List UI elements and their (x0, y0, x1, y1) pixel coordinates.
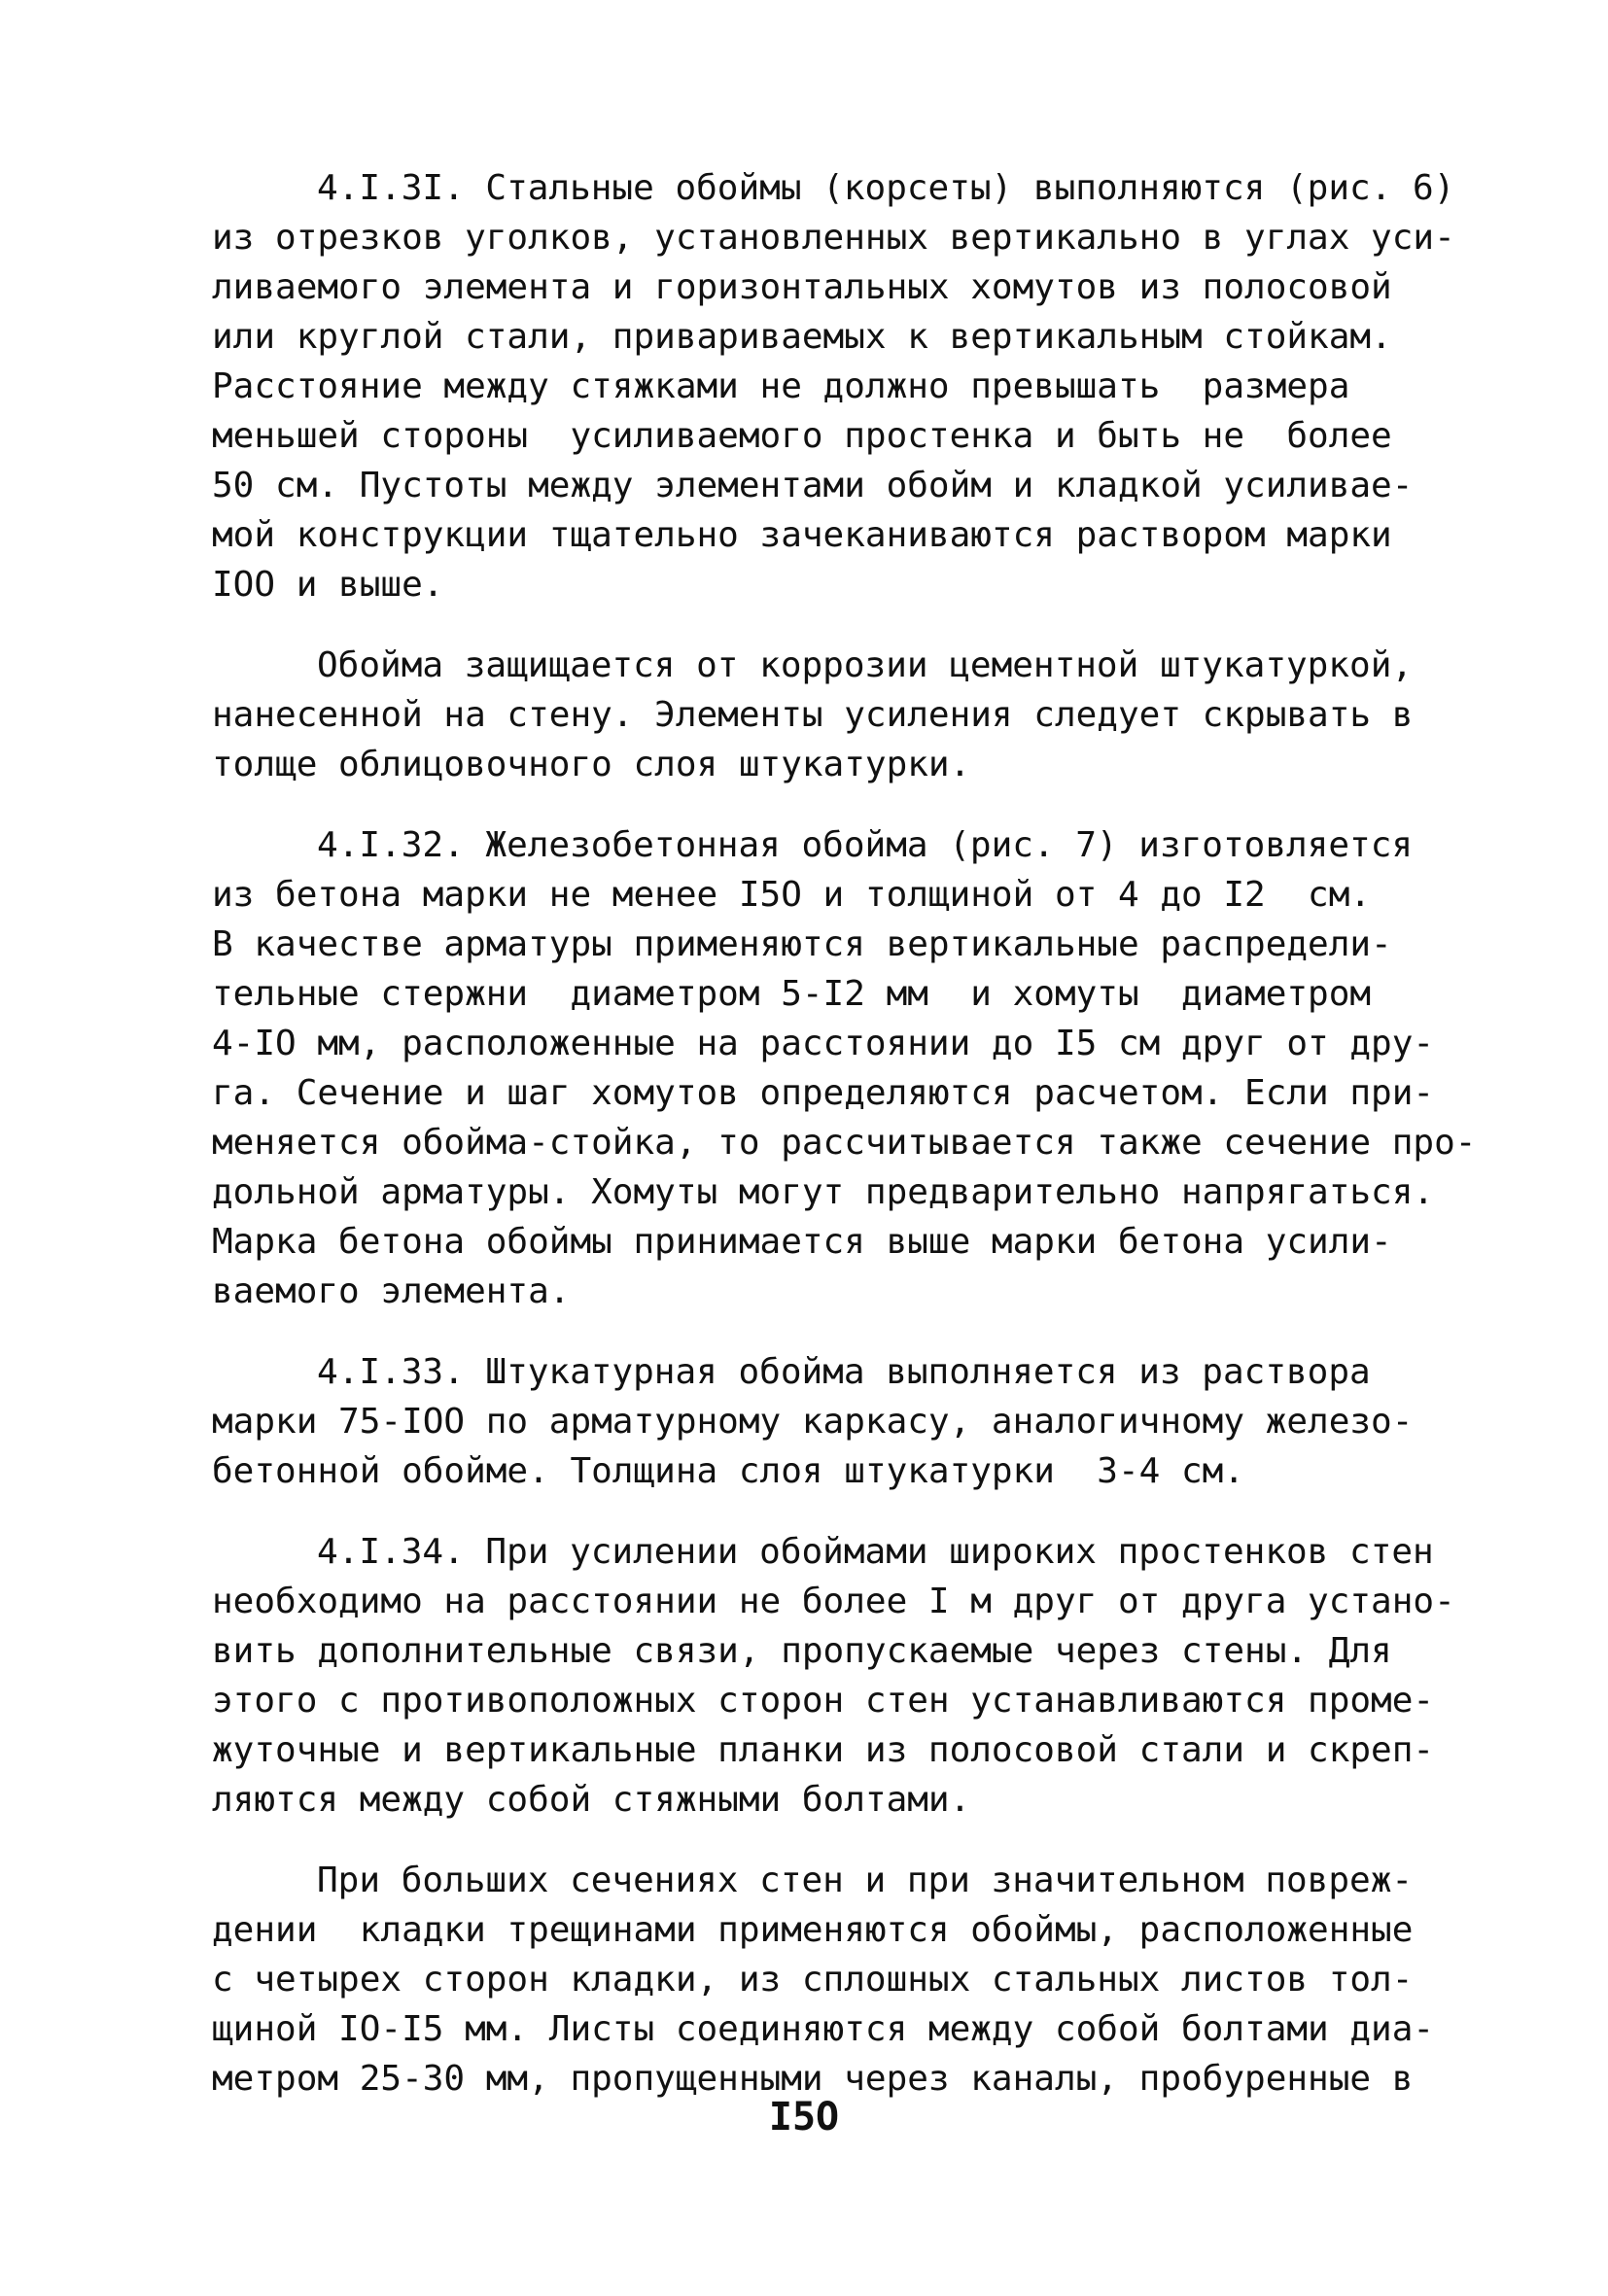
text-line: толще облицовочного слоя штукатурки. (212, 745, 971, 784)
text-line: При больших сечениях стен и при значительном повреж- (317, 1861, 1414, 1900)
text-line: меняется обойма-стойка, то рассчитывается также сечение про- (212, 1123, 1477, 1163)
text-line: 4.I.3I. Стальные обоймы (корсеты) выполняются (рис. 6) (317, 168, 1455, 208)
text-line: метром 25-30 мм, пропущенными через каналы, пробуренные в (212, 2059, 1414, 2099)
text-line: IOO и выше. (212, 565, 444, 605)
text-line: щиной IO-I5 мм. Листы соединяются между собой болтами диа- (212, 2009, 1435, 2049)
text-line: дольной арматуры. Хомуты могут предварительно напрягаться. (212, 1172, 1435, 1212)
text-line: 4-IO мм, расположенные на расстоянии до I5 см друг от дру- (212, 1024, 1435, 1063)
paragraph-4-1-33 (212, 1347, 1437, 1496)
paragraph-4-1-34 (212, 1527, 1455, 1825)
text-line: марки 75-IOO по арматурному каркасу, аналогичному железо- (212, 1402, 1414, 1442)
text-line: ваемого элемента. (212, 1271, 571, 1311)
paragraph-4-1-31 (212, 163, 1455, 609)
paragraph-corrosion (212, 641, 1437, 789)
text-line: ливаемого элемента и горизонтальных хомутов из полосовой (212, 267, 1392, 307)
text-line: из бетона марки не менее I5O и толщиной от 4 до I2 см. (212, 875, 1372, 915)
text-line: меньшей стороны усиливаемого простенка и быть не более (212, 416, 1392, 456)
text-line: этого с противоположных сторон стен устанавливаются проме- (212, 1681, 1435, 1721)
text-line: или круглой стали, привариваемых к вертикальным стойкам. (212, 317, 1392, 357)
text-line: нанесенной на стену. Элементы усиления следует скрывать в (212, 695, 1414, 735)
text-line: ляются между собой стяжными болтами. (212, 1780, 971, 1820)
paragraph-4-1-32 (212, 820, 1477, 1316)
text-line: вить дополнительные связи, пропускаемые через стены. Для (212, 1631, 1392, 1671)
body-text (212, 163, 1477, 2135)
text-line: бетонной обойме. Толщина слоя штукатурки 3-4 см. (212, 1451, 1245, 1491)
text-line: Расстояние между стяжками не должно превышать размера (212, 366, 1350, 406)
paragraph-large-sections (212, 1856, 1437, 2104)
text-line: жуточные и вертикальные планки из полосовой стали и скреп- (212, 1730, 1435, 1770)
text-line: тельные стержни диаметром 5-I2 мм и хомуты диаметром (212, 974, 1372, 1014)
text-line: 4.I.32. Железобетонная обойма (рис. 7) изготовляется (317, 825, 1414, 865)
text-line: Обойма защищается от коррозии цементной штукатуркой, (317, 645, 1414, 685)
text-line: В качестве арматуры применяются вертикальные распредели- (212, 924, 1392, 964)
text-line: необходимо на расстоянии не более I м друг от друга устано- (212, 1582, 1455, 1621)
text-line: с четырех сторон кладки, из сплошных стальных листов тол- (212, 1960, 1414, 2000)
text-line: 50 см. Пустоты между элементами обойм и кладкой усиливае- (212, 466, 1414, 505)
text-line: мой конструкции тщательно зачеканиваются раствором марки (212, 515, 1392, 555)
text-line: дении кладки трещинами применяются обоймы, расположенные (212, 1910, 1414, 1950)
page-number: I5O (768, 2095, 840, 2139)
text-line: га. Сечение и шаг хомутов определяются расчетом. Если при- (212, 1073, 1435, 1113)
text-line: Марка бетона обоймы принимается выше марки бетона усили- (212, 1222, 1392, 1262)
text-line: 4.I.34. При усилении обоймами широких простенков стен (317, 1532, 1434, 1572)
text-line: 4.I.33. Штукатурная обойма выполняется из раствора (317, 1352, 1371, 1392)
text-line: из отрезков уголков, установленных вертикально в углах уси- (212, 218, 1455, 258)
